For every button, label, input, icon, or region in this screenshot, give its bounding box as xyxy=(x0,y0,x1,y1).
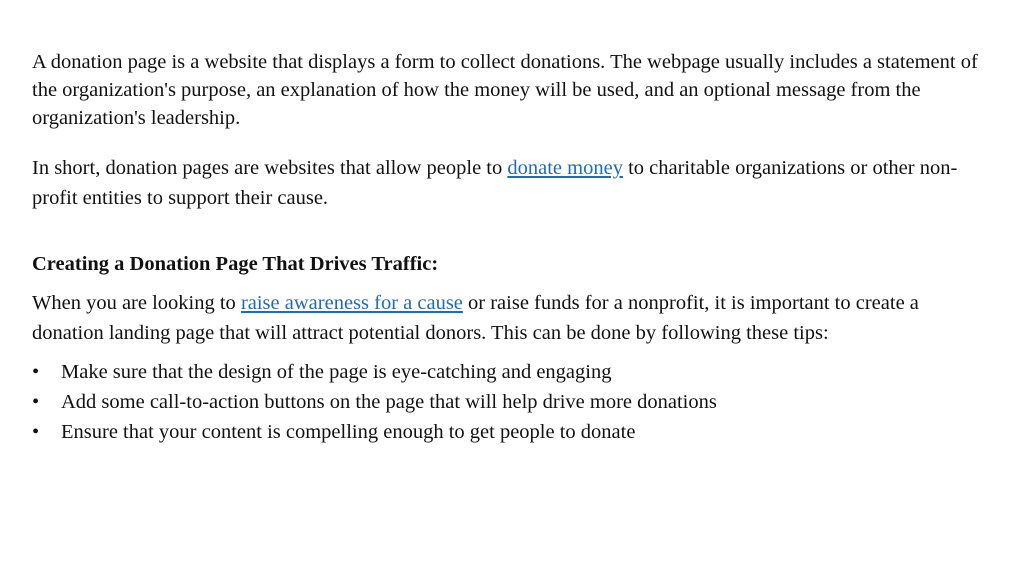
donate-money-link[interactable]: donate money xyxy=(507,157,623,179)
summary-paragraph xyxy=(32,153,994,213)
intro-paragraph: A donation page is a website that displays a form to collect donations. The webpage usually includes a statement of the organization's purpose, an explanation of how the money will be used, and an optional message from the organization's leadership. xyxy=(32,51,978,129)
tip-text: Make sure that the design of the page is eye-catching and engaging xyxy=(61,361,612,383)
tips-list xyxy=(32,357,994,447)
bullet-icon: • xyxy=(32,421,40,443)
tip-text: Ensure that your content is compelling enough to get people to donate xyxy=(61,421,636,443)
summary-text-before: In short, donation pages are websites that allow people to xyxy=(32,157,508,179)
article-body xyxy=(32,48,994,447)
section-heading: Creating a Donation Page That Drives Traffic: xyxy=(32,253,439,275)
summary-text-after: to charitable organizations or other non-profit entities to support their cause. xyxy=(32,157,958,209)
raise-awareness-link[interactable]: raise awareness for a cause xyxy=(240,292,463,314)
tips-intro-text-after: or raise funds for a nonprofit, it is important to create a donation landing page that will attract potential donors. This can be done by following these tips: xyxy=(32,292,919,344)
bullet-icon: • xyxy=(32,391,40,413)
tips-intro-paragraph xyxy=(32,288,994,348)
tips-intro-text-before: When you are looking to xyxy=(32,292,241,314)
tip-text: Add some call-to-action buttons on the page that will help drive more donations xyxy=(61,391,717,413)
tip-item xyxy=(32,417,994,447)
bullet-icon: • xyxy=(32,361,40,383)
tip-item xyxy=(32,357,994,387)
tip-item xyxy=(32,387,994,417)
